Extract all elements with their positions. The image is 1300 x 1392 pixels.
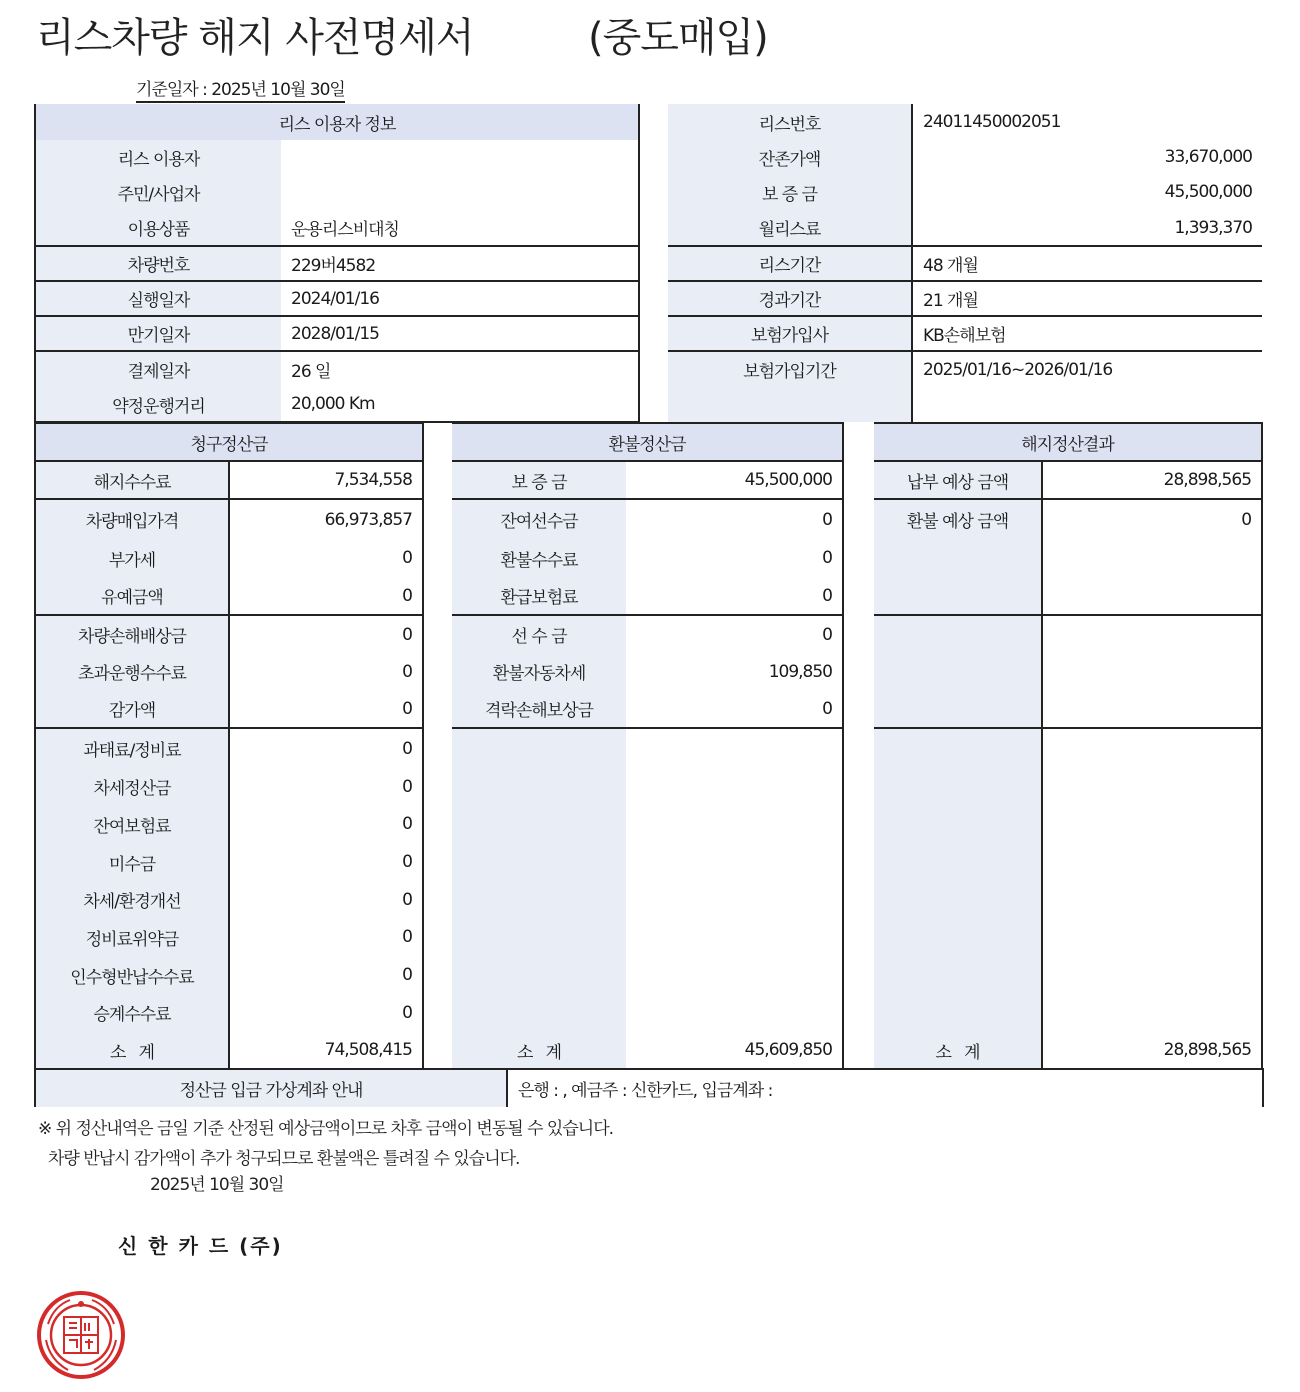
claim-settlement-table xyxy=(34,422,424,1069)
lease-term-value: 48 개월 xyxy=(912,246,1262,281)
claim-row-value: 0 xyxy=(229,881,423,918)
registration-value xyxy=(281,174,639,210)
refund-row-label: 환불자동차세 xyxy=(452,653,626,690)
refund-row-value: 0 xyxy=(626,499,843,539)
claim-row-value: 66,973,857 xyxy=(229,499,423,539)
refund-blank-value xyxy=(626,728,843,1031)
execution-date-value: 2024/01/16 xyxy=(281,281,639,316)
result-total-label: 소 계 xyxy=(874,1031,1042,1069)
lease-term-label: 리스기간 xyxy=(668,246,912,281)
claim-row-label: 차량손해배상금 xyxy=(35,615,229,653)
refund-row-value: 0 xyxy=(626,577,843,615)
elapsed-term-value: 21 개월 xyxy=(912,281,1262,316)
refund-row-value: 45,500,000 xyxy=(626,461,843,499)
refund-total-label: 소 계 xyxy=(452,1031,626,1069)
claim-row-value: 0 xyxy=(229,956,423,994)
claim-row-label: 유예금액 xyxy=(35,577,229,615)
refund-row-label: 격락손해보상금 xyxy=(452,690,626,728)
insurer-label: 보험가입사 xyxy=(668,316,912,351)
note-line-2: 차량 반납시 감가액이 추가 청구되므로 환불액은 틀려질 수 있습니다. xyxy=(48,1149,520,1169)
claim-row-label: 미수금 xyxy=(35,843,229,881)
maturity-date-value: 2028/01/15 xyxy=(281,316,639,351)
result-blank-label xyxy=(874,728,1042,1031)
refund-row-label: 환불수수료 xyxy=(452,539,626,577)
mileage-value: 20,000 Km xyxy=(281,387,639,422)
result-header: 해지정산결과 xyxy=(874,423,1262,461)
lessee-info-header: 리스 이용자 정보 xyxy=(35,104,639,140)
deposit-label: 보 증 금 xyxy=(668,174,912,210)
lessee-info-table xyxy=(34,104,640,423)
document-subtitle: (중도매입) xyxy=(588,15,768,61)
claim-header: 청구정산금 xyxy=(35,423,423,461)
refund-blank-label xyxy=(452,728,626,1031)
claim-row-label: 해지수수료 xyxy=(35,461,229,499)
claim-row-label: 차세/환경개선 xyxy=(35,881,229,918)
claim-row-label: 차량매입가격 xyxy=(35,499,229,539)
claim-row-value: 0 xyxy=(229,690,423,728)
registration-label: 주민/사업자 xyxy=(35,174,281,210)
result-blank-value xyxy=(1042,539,1262,615)
execution-date-label: 실행일자 xyxy=(35,281,281,316)
issue-date: 2025년 10월 30일 xyxy=(150,1175,284,1195)
mileage-label: 약정운행거리 xyxy=(35,387,281,422)
claim-row-value: 0 xyxy=(229,539,423,577)
claim-row-label: 초과운행수수료 xyxy=(35,653,229,690)
refund-header: 환불정산금 xyxy=(452,423,843,461)
virtual-account-table xyxy=(34,1068,1264,1107)
claim-row-label: 승계수수료 xyxy=(35,994,229,1031)
refund-settlement-table xyxy=(452,422,844,1069)
virtual-account-value: 은행 : , 예금주 : 신한카드, 입금계좌 : xyxy=(507,1069,1263,1107)
lease-number-value: 24011450002051 xyxy=(912,104,1262,140)
company-seal-icon xyxy=(36,1290,126,1380)
residual-value-label: 잔존가액 xyxy=(668,140,912,174)
claim-row-value: 0 xyxy=(229,615,423,653)
result-settlement-table xyxy=(874,422,1263,1069)
payment-day-label: 결제일자 xyxy=(35,351,281,387)
refund-total-value: 45,609,850 xyxy=(626,1031,843,1069)
claim-row-label: 잔여보험료 xyxy=(35,805,229,843)
claim-row-label: 차세정산금 xyxy=(35,768,229,805)
claim-row-value: 0 xyxy=(229,577,423,615)
claim-total-value: 74,508,415 xyxy=(229,1031,423,1069)
lease-blank-label xyxy=(668,387,912,422)
result-row-label: 납부 예상 금액 xyxy=(874,461,1042,499)
claim-row-value: 0 xyxy=(229,805,423,843)
refund-row-value: 0 xyxy=(626,690,843,728)
result-row-value: 28,898,565 xyxy=(1042,461,1262,499)
claim-row-label: 부가세 xyxy=(35,539,229,577)
claim-row-label: 과태료/정비료 xyxy=(35,728,229,768)
monthly-fee-value: 1,393,370 xyxy=(912,210,1262,246)
result-blank-label xyxy=(874,539,1042,615)
claim-row-value: 0 xyxy=(229,728,423,768)
claim-row-value: 0 xyxy=(229,994,423,1031)
result-blank-value xyxy=(1042,728,1262,1031)
base-date: 기준일자 : 2025년 10월 30일 xyxy=(136,80,345,103)
claim-row-value: 7,534,558 xyxy=(229,461,423,499)
refund-row-label: 환급보험료 xyxy=(452,577,626,615)
insurance-period-value: 2025/01/16~2026/01/16 xyxy=(912,351,1262,387)
result-row-value: 0 xyxy=(1042,499,1262,539)
document-title: 리스차량 해지 사전명세서 xyxy=(36,15,474,61)
result-blank-value xyxy=(1042,615,1262,728)
claim-total-label: 소 계 xyxy=(35,1031,229,1069)
refund-row-label: 잔여선수금 xyxy=(452,499,626,539)
lessee-value xyxy=(281,140,639,174)
deposit-value: 45,500,000 xyxy=(912,174,1262,210)
maturity-date-label: 만기일자 xyxy=(35,316,281,351)
result-blank-label xyxy=(874,615,1042,728)
lease-number-label: 리스번호 xyxy=(668,104,912,140)
claim-row-label: 인수형반납수수료 xyxy=(35,956,229,994)
refund-row-value: 0 xyxy=(626,539,843,577)
payment-day-value: 26 일 xyxy=(281,351,639,387)
result-total-value: 28,898,565 xyxy=(1042,1031,1262,1069)
monthly-fee-label: 월리스료 xyxy=(668,210,912,246)
claim-row-value: 0 xyxy=(229,918,423,956)
result-row-label: 환불 예상 금액 xyxy=(874,499,1042,539)
vehicle-number-label: 차량번호 xyxy=(35,246,281,281)
product-label: 이용상품 xyxy=(35,210,281,246)
residual-value-value: 33,670,000 xyxy=(912,140,1262,174)
claim-row-value: 0 xyxy=(229,768,423,805)
refund-row-label: 선 수 금 xyxy=(452,615,626,653)
lease-info-table xyxy=(668,104,1262,422)
elapsed-term-label: 경과기간 xyxy=(668,281,912,316)
lease-blank-value xyxy=(912,387,1262,422)
note-line-1: ※ 위 정산내역은 금일 기준 산정된 예상금액이므로 차후 금액이 변동될 수 있습니다. xyxy=(38,1119,614,1139)
claim-row-value: 0 xyxy=(229,653,423,690)
claim-row-label: 정비료위약금 xyxy=(35,918,229,956)
claim-row-label: 감가액 xyxy=(35,690,229,728)
insurance-period-label: 보험가입기간 xyxy=(668,351,912,387)
product-value: 운용리스비대칭 xyxy=(281,210,639,246)
lessee-label: 리스 이용자 xyxy=(35,140,281,174)
company-name: 신 한 카 드 (주) xyxy=(118,1234,283,1258)
refund-row-value: 109,850 xyxy=(626,653,843,690)
claim-row-value: 0 xyxy=(229,843,423,881)
refund-row-label: 보 증 금 xyxy=(452,461,626,499)
refund-row-value: 0 xyxy=(626,615,843,653)
virtual-account-label: 정산금 입금 가상계좌 안내 xyxy=(35,1069,507,1107)
insurer-value: KB손해보험 xyxy=(912,316,1262,351)
vehicle-number-value: 229버4582 xyxy=(281,246,639,281)
